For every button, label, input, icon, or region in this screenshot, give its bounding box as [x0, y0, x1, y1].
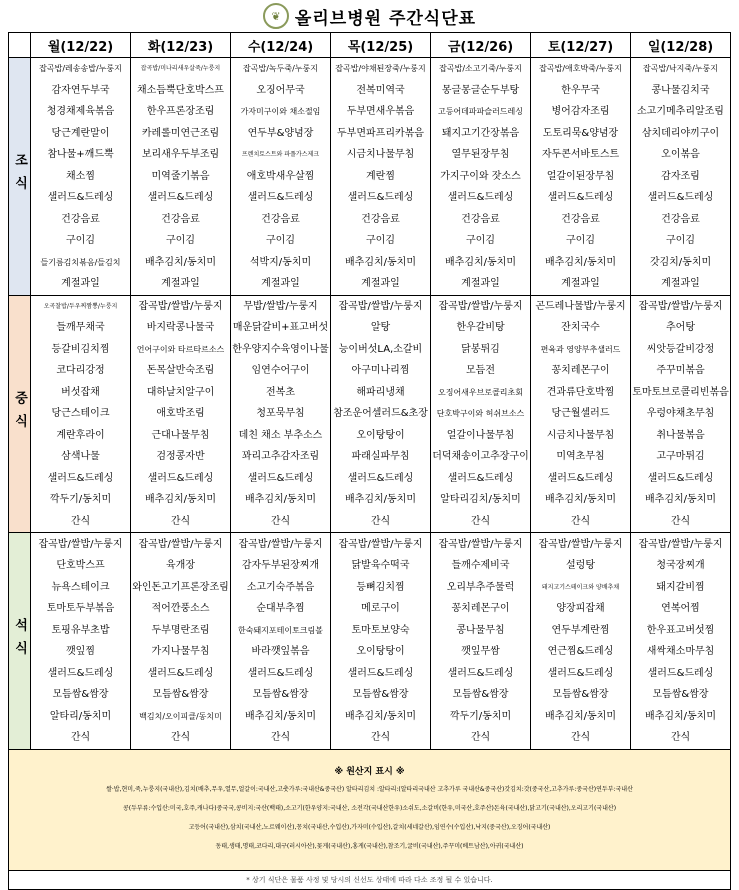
- olive-leaf-icon: ❦: [263, 3, 289, 29]
- day-header-row: [9, 33, 731, 58]
- day-header: 화(12/23): [131, 33, 231, 58]
- menu-item: 간식: [470, 515, 491, 527]
- day-header: 일(12/28): [631, 33, 731, 58]
- menu-item: 배추김치/동치미: [445, 256, 516, 268]
- menu-item: 감자두부된장찌개: [241, 560, 320, 571]
- menu-item: 계절과일: [261, 278, 300, 289]
- menu-item: 건강음료: [361, 213, 400, 225]
- menu-item: 데친 채소 부추소스: [238, 429, 323, 441]
- dinner-menu-cell: [131, 533, 231, 750]
- origin-line: 콩(두부류:수입산:미국,호주,캐나다)중국국,콩비지:국산(백태),소고기(한우양지:국내산, 소전각(국내산한우)소쉬도,소갈비(한우,미국산,호주산)돈육(국내산),닭고기(국내산),오리고기(국내산): [122, 805, 617, 812]
- origin-line: 고등어(국내산),삼치(국내산,노르웨이산),꽁치(국내산,수입산),가자미(수입산),갈치(세네갈산),임연수(수입산),낙지(중국산),오징어(국내산): [188, 824, 551, 831]
- menu-item: 들깨무채국: [56, 322, 105, 333]
- lunch-menu-cell: [531, 295, 631, 533]
- menu-item: 건강음료: [161, 213, 200, 225]
- menu-item: 모듬쌈&쌈장: [652, 689, 709, 700]
- menu-item: 새싹채소마무침: [646, 646, 715, 657]
- menu-item: 가자미구이와 채소절임: [240, 107, 321, 116]
- menu-item: 설렁탕: [566, 560, 595, 571]
- menu-item: 샐러드&드레싱: [447, 667, 514, 679]
- menu-item: 당근스테이크: [51, 408, 110, 419]
- menu-item: 배추김치/동치미: [245, 710, 316, 722]
- dinner-menu-cell: [631, 533, 731, 750]
- menu-item: 샐러드&드레싱: [247, 667, 314, 679]
- menu-item: 당근계란말이: [51, 127, 110, 139]
- menu-item: 깍두기/동치미: [49, 494, 112, 505]
- menu-item: 콩나물무침: [456, 624, 505, 636]
- menu-item: 잡곡밥/미나리새우살죽/누룽지: [140, 65, 221, 72]
- breakfast-row: [9, 58, 731, 296]
- menu-item: 근대나물무침: [151, 429, 210, 441]
- breakfast-menu-cell: [631, 58, 731, 296]
- menu-item: 한우갈비탕: [456, 322, 505, 333]
- page-title: 올리브병원 주간식단표: [294, 8, 477, 29]
- footnote: * 상기 식단은 물품 사정 및 당시의 신선도 상태에 따라 다소 조정 될 수 있습니다.: [9, 871, 731, 890]
- menu-item: 샐러드&드레싱: [547, 472, 614, 484]
- menu-item: 모듬쌈&쌈장: [552, 689, 609, 700]
- menu-item: 가지구이와 잣소스: [440, 170, 521, 182]
- menu-item: 오이탕탕이: [356, 429, 405, 441]
- menu-item: 계절과일: [161, 278, 200, 289]
- breakfast-menu-cell: [431, 58, 531, 296]
- menu-item: 오징어새우브로콜리초회: [437, 387, 523, 397]
- menu-item: 배추김치/동치미: [345, 256, 416, 268]
- menu-item: 전복초: [266, 386, 295, 398]
- menu-item: 샐러드&드레싱: [147, 472, 214, 484]
- menu-item: 알탕: [370, 322, 391, 333]
- corner-cell: [9, 33, 31, 58]
- menu-item: 도토리묵&양념장: [542, 127, 619, 139]
- menu-item: 청국장찌개: [656, 560, 705, 571]
- menu-item: 들깨수제비국: [451, 560, 510, 571]
- menu-item: 잡곡밥/애호박죽/누룽지: [539, 64, 622, 73]
- menu-item: 잡곡밥/쌀밥/누룽지: [438, 538, 523, 550]
- menu-item: 두부명란조림: [151, 624, 210, 636]
- meal-label-lunch: 중식: [9, 295, 31, 533]
- origin-section: [9, 750, 731, 871]
- menu-item: 간식: [370, 732, 391, 743]
- menu-item: 잡곡밥/쌀밥/누룽지: [38, 538, 123, 550]
- menu-item: 샐러드&드레싱: [647, 192, 714, 203]
- menu-item: 건강음료: [661, 213, 700, 225]
- menu-item: 단호박스프: [56, 560, 105, 571]
- menu-item: 건강음료: [261, 213, 300, 225]
- menu-item: 바지락콩나물국: [146, 322, 215, 333]
- menu-item: 잡곡밥/쌀밥/누룽지: [138, 538, 223, 550]
- menu-item: 한우표고버섯찜: [646, 624, 715, 636]
- menu-item: 한우프론장조림: [146, 106, 215, 117]
- menu-item: 참나물+깨드뿍: [47, 149, 114, 160]
- menu-item: 배추김치/동치미: [145, 494, 216, 505]
- menu-item: 배추김치/동치미: [545, 494, 616, 505]
- menu-item: 소고기메추리알조림: [637, 106, 724, 117]
- menu-item: 간식: [470, 732, 491, 743]
- menu-item: 자두콘서바토스트: [541, 149, 620, 160]
- menu-item: 잡곡밥/쌀밥/누룽지: [238, 538, 323, 550]
- menu-item: 계절과일: [661, 278, 700, 289]
- menu-item: 꽁치레몬구이: [551, 365, 610, 376]
- menu-item: 들기름김치볶음/들김치: [40, 257, 121, 267]
- menu-item: 샐러드&드레싱: [347, 667, 414, 679]
- dinner-menu-cell: [31, 533, 131, 750]
- dinner-menu-cell: [331, 533, 431, 750]
- menu-item: 등뼈김치찜: [356, 581, 405, 593]
- menu-item: 오이탕탕이: [356, 646, 405, 657]
- menu-item: 오곡찰밥/두우찌짬뽕/누룽지: [43, 302, 118, 310]
- menu-item: 미역초무침: [556, 451, 605, 462]
- menu-item: 연복어찜: [661, 603, 700, 614]
- lunch-menu-cell: [431, 295, 531, 533]
- menu-item: 얼갈이나물무침: [446, 429, 515, 441]
- breakfast-menu-cell: [231, 58, 331, 296]
- menu-item: 시금치나물무침: [546, 429, 615, 441]
- menu-item: 잡곡밥/소고기죽/누룽지: [439, 64, 522, 73]
- menu-item: 곤드레나물밥/누룽지: [535, 300, 626, 312]
- lunch-menu-cell: [31, 295, 131, 533]
- menu-item: 코다리강정: [56, 365, 105, 376]
- menu-item: 대하날치알구이: [146, 386, 215, 398]
- menu-item: 감자조림: [661, 170, 700, 182]
- menu-item: 몽글몽글순두부탕: [441, 84, 520, 96]
- menu-item: 배추김치/동치미: [245, 494, 316, 505]
- menu-item: 언어구이와 타르타르소스: [136, 344, 225, 354]
- menu-item: 배추김치/동치미: [545, 710, 616, 722]
- menu-item: 계절과일: [561, 278, 600, 289]
- menu-item: 채소듬뿍단호박스프: [137, 84, 224, 96]
- menu-item: 깻잎찜: [66, 646, 95, 657]
- menu-item: 간식: [570, 515, 591, 527]
- menu-item: 배추김치/동치미: [345, 494, 416, 505]
- menu-item: 꽈리고추감자조림: [241, 451, 320, 462]
- breakfast-menu-cell: [31, 58, 131, 296]
- menu-item: 얼갈이된장무침: [546, 170, 615, 182]
- menu-item: 오이볶음: [661, 149, 700, 160]
- menu-item: 배추김치/동치미: [545, 256, 616, 268]
- menu-item: 청경채제육볶음: [46, 106, 115, 117]
- menu-item: 임연수어구이: [251, 365, 310, 376]
- menu-item: 씨앗등갈비강정: [646, 343, 715, 355]
- day-header: 금(12/26): [431, 33, 531, 58]
- menu-item: 구이김: [666, 235, 695, 246]
- menu-item: 잡곡밥/레송송밥/누룽지: [39, 64, 122, 73]
- menu-item: 간식: [170, 732, 191, 743]
- menu-item: 참조운어셀러드&초장: [333, 408, 428, 419]
- lunch-row: [9, 295, 731, 533]
- menu-item: 두부면파프리카볶음: [337, 127, 424, 139]
- menu-item: 순대부추찜: [256, 603, 305, 614]
- menu-item: 샐러드&드레싱: [647, 472, 714, 484]
- menu-item: 잡곡밥/낙지죽/누룽지: [643, 64, 718, 73]
- menu-item: 두부면새우볶음: [346, 106, 415, 117]
- menu-item: 잡곡밥/녹두죽/누룽지: [243, 64, 318, 73]
- day-header: 수(12/24): [231, 33, 331, 58]
- menu-item: 파래실파무침: [351, 451, 410, 462]
- menu-item: 우렁야채초무침: [646, 408, 715, 419]
- menu-item: 닭봉튀김: [461, 343, 500, 355]
- menu-item: 애호박새우살찜: [246, 170, 315, 182]
- menu-item: 검정콩자반: [156, 451, 205, 462]
- menu-item: 샐러드&드레싱: [247, 472, 314, 484]
- menu-item: 적어깐풍소스: [151, 603, 210, 614]
- menu-item: 고구마튀김: [656, 451, 705, 462]
- menu-item: 취나물볶음: [656, 429, 705, 441]
- menu-item: 삼치데리야끼구이: [641, 127, 720, 139]
- menu-item: 콩나물김치국: [651, 84, 710, 96]
- menu-item: 구이김: [266, 235, 295, 246]
- breakfast-menu-cell: [331, 58, 431, 296]
- origin-line: 동태,생태,명태,코다리,대구(러시아산),꽃게(국내산),홍게(국내산),참조기,굴비(국내산),주꾸미(베트남산),아귀(국내산): [215, 843, 524, 850]
- dinner-menu-cell: [531, 533, 631, 750]
- menu-item: 구이김: [66, 235, 95, 246]
- menu-item: 시금치나물무침: [346, 149, 415, 160]
- menu-item: 미역줄기볶음: [151, 170, 210, 182]
- menu-item: 구이김: [566, 235, 595, 246]
- menu-item: 샐러드&드레싱: [47, 472, 114, 484]
- menu-item: 잡곡밥/쌀밥/누룽지: [538, 538, 623, 550]
- menu-item: 간식: [670, 515, 691, 527]
- menu-item: 잡곡밥/쌀밥/누룽지: [138, 300, 223, 312]
- menu-item: 구이김: [166, 235, 195, 246]
- menu-item: 돈목살반숙조림: [146, 365, 215, 376]
- menu-item: 계절과일: [361, 278, 400, 289]
- menu-item: 샐러드&드레싱: [347, 192, 414, 203]
- menu-item: 배추김치/동치미: [345, 710, 416, 722]
- menu-item: 계절과일: [61, 278, 100, 289]
- menu-item: 잡곡밥/야채된장죽/누룽지: [335, 64, 426, 73]
- menu-item: 샐러드&드레싱: [547, 667, 614, 679]
- menu-item: 간식: [270, 732, 291, 743]
- menu-item: 전복미역국: [356, 84, 405, 96]
- menu-item: 구이김: [466, 235, 495, 246]
- menu-item: 닭발육수떡국: [351, 560, 410, 571]
- menu-item: 알타리/동치미: [49, 710, 112, 722]
- menu-item: 모듬쌈&쌈장: [352, 689, 409, 700]
- menu-item: 병어감자조림: [551, 106, 610, 117]
- menu-item: 계절과일: [461, 278, 500, 289]
- menu-item: 감자연두부국: [51, 84, 110, 96]
- day-header: 월(12/22): [31, 33, 131, 58]
- menu-item: 오리부추주물럭: [446, 581, 515, 593]
- menu-item: 간식: [270, 515, 291, 527]
- menu-item: 간식: [570, 732, 591, 743]
- menu-item: 오징어무국: [256, 84, 305, 96]
- dinner-menu-cell: [431, 533, 531, 750]
- menu-item: 토마토보양숙: [351, 624, 410, 636]
- menu-item: 육개장: [166, 560, 195, 571]
- menu-item: 견과류단호박찜: [546, 386, 615, 398]
- menu-item: 간식: [70, 515, 91, 527]
- menu-item: 갓김치/동치미: [649, 256, 712, 268]
- origin-title: ※ 원산지 표시 ※: [334, 767, 405, 777]
- menu-item: 능이버섯LA,소갈비: [338, 343, 423, 355]
- menu-item: 애호박조림: [156, 408, 205, 419]
- day-header: 목(12/25): [331, 33, 431, 58]
- menu-item: 샐러드&드레싱: [447, 472, 514, 484]
- menu-item: 샐러드&드레싱: [247, 192, 314, 203]
- menu-item: 돼지고기스테이크와 양배추채: [541, 583, 620, 591]
- menu-item: 연근찜&드레싱: [547, 646, 614, 657]
- lunch-menu-cell: [631, 295, 731, 533]
- menu-item: 배추김치/동치미: [145, 256, 216, 268]
- menu-item: 더덕채송이고추장구이: [432, 451, 529, 462]
- menu-item: 아구미나리찜: [351, 365, 410, 376]
- menu-item: 연두부계란찜: [551, 624, 610, 636]
- menu-item: 잡곡밥/쌀밥/누룽지: [638, 538, 723, 550]
- menu-item: 모듬쌈&쌈장: [152, 689, 209, 700]
- menu-item: 와인돈고기프론장조림: [132, 581, 229, 593]
- menu-item: 보리새우두부조림: [141, 149, 220, 160]
- menu-item: 깻잎무쌈: [461, 646, 500, 657]
- menu-item: 구이김: [366, 235, 395, 246]
- menu-item: 버섯잡채: [61, 386, 100, 398]
- menu-item: 샐러드&드레싱: [147, 192, 214, 203]
- menu-item: 꽁치레몬구이: [451, 603, 510, 614]
- menu-item: 토마토브로콜리빈볶음: [632, 386, 729, 398]
- menu-item: 샐러드&드레싱: [647, 667, 714, 679]
- menu-item: 채소찜: [66, 170, 95, 182]
- menu-item: 한우무국: [561, 84, 600, 96]
- menu-item: 연두부&양념장: [247, 127, 314, 139]
- menu-item: 샐러드&드레싱: [347, 472, 414, 484]
- menu-item: 편육과 영양부추샐러드: [540, 344, 621, 354]
- menu-item: 추어탕: [666, 322, 695, 333]
- menu-item: 계란후라이: [56, 429, 105, 441]
- menu-item: 뉴욕스테이크: [51, 581, 110, 593]
- menu-item: 양장피잡채: [556, 603, 605, 614]
- menu-item: 모듬쌈&쌈장: [52, 689, 109, 700]
- menu-item: 삼색나물: [61, 451, 100, 462]
- menu-item: 주꾸미볶음: [656, 365, 705, 376]
- menu-item: 샐러드&드레싱: [547, 192, 614, 203]
- menu-item: 잡곡밥/쌀밥/누룽지: [338, 538, 423, 550]
- menu-item: 간식: [670, 732, 691, 743]
- menu-item: 건강음료: [461, 213, 500, 225]
- menu-item: 한숙돼지포테이토크림볼: [237, 625, 323, 635]
- menu-item: 잡곡밥/쌀밥/누룽지: [338, 300, 423, 312]
- menu-item: 샐러드&드레싱: [47, 667, 114, 679]
- menu-item: 청포묵무침: [256, 408, 305, 419]
- menu-item: 토마토두부볶음: [46, 603, 115, 614]
- menu-item: 건강음료: [561, 213, 600, 225]
- meal-label-breakfast: 조식: [9, 58, 31, 296]
- menu-item: 모듬쌈&쌈장: [452, 689, 509, 700]
- menu-item: 한우양지수육영이나물: [232, 343, 329, 355]
- menu-item: 샐러드&드레싱: [447, 192, 514, 203]
- menu-item: 매운닭갈비+표고버섯: [232, 322, 329, 333]
- menu-item: 열무된장무침: [451, 149, 510, 160]
- menu-item: 카레롤미연근조림: [141, 127, 220, 139]
- menu-item: 석박지/동치미: [249, 256, 312, 268]
- lunch-menu-cell: [131, 295, 231, 533]
- menu-item: 백김치/오이피클/동치미: [139, 711, 222, 721]
- meal-label-dinner: 석식: [9, 533, 31, 750]
- menu-item: 간식: [370, 515, 391, 527]
- menu-item: 잡곡밥/쌀밥/누룽지: [438, 300, 523, 312]
- menu-item: 잔치국수: [561, 322, 600, 333]
- menu-item: 잡곡밥/쌀밥/누룽지: [638, 300, 723, 312]
- menu-item: 토핑유부초밥: [51, 624, 110, 636]
- menu-item: 당근월셀러드: [551, 408, 610, 419]
- menu-item: 돼지갈비찜: [656, 581, 705, 593]
- menu-item: 샐러드&드레싱: [147, 667, 214, 679]
- menu-item: 메로구이: [361, 603, 400, 614]
- menu-item: 계란찜: [366, 170, 395, 182]
- lunch-menu-cell: [231, 295, 331, 533]
- breakfast-menu-cell: [531, 58, 631, 296]
- menu-item: 고등어데파파슬러드레싱: [437, 107, 523, 116]
- page-header: [0, 0, 739, 32]
- menu-item: 단호박구이와 허쉬브소스: [436, 409, 525, 418]
- menu-item: 무밥/쌀밥/누룽지: [243, 300, 318, 312]
- menu-item: 등갈비김치찜: [51, 343, 110, 355]
- menu-item: 프렌치토스트와 파플가스제크: [241, 151, 320, 158]
- menu-item: 샐러드&드레싱: [47, 192, 114, 203]
- menu-item: 가지나물무침: [151, 646, 210, 657]
- menu-item: 바라깻잎볶음: [251, 646, 310, 657]
- dinner-row: [9, 533, 731, 750]
- breakfast-menu-cell: [131, 58, 231, 296]
- weekly-menu-table: [8, 32, 731, 890]
- menu-item: 해파리냉채: [356, 386, 405, 398]
- menu-item: 돼지고기간장볶음: [441, 127, 520, 139]
- menu-item: 배추김치/동치미: [645, 494, 716, 505]
- dinner-menu-cell: [231, 533, 331, 750]
- menu-item: 소고기숙주볶음: [246, 581, 315, 593]
- menu-item: 깍두기/동치미: [449, 710, 512, 722]
- menu-item: 알타리김치/동치미: [440, 494, 521, 505]
- menu-item: 간식: [170, 515, 191, 527]
- origin-line: 쌀·밥,현미,죽,누룽지(국내산),김치(배추,무우,열무,얼갈이:국내산,고춧가루:국내산&중국산) 알타리김치 :알타리:(알타리국내산 고추가루 국내산&중국산)갓김치:갓(중국산,고추가루:중국산)연두부:국내산: [106, 786, 633, 793]
- lunch-menu-cell: [331, 295, 431, 533]
- menu-item: 간식: [70, 732, 91, 743]
- day-header: 토(12/27): [531, 33, 631, 58]
- menu-item: 배추김치/동치미: [645, 710, 716, 722]
- menu-item: 모듬쌈&쌈장: [252, 689, 309, 700]
- menu-item: 모듬전: [466, 365, 495, 376]
- menu-item: 건강음료: [61, 213, 100, 225]
